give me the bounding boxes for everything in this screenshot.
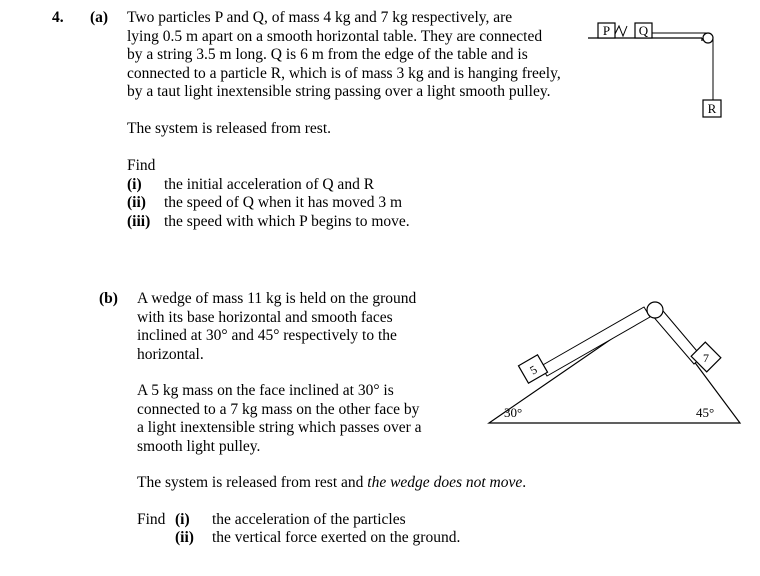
block-5kg: [518, 355, 547, 383]
part-b-label: (b): [99, 290, 118, 307]
part-b-line: horizontal.: [137, 345, 204, 363]
part-b-line: a light inextensible string which passes over a: [137, 419, 422, 436]
part-a-item-label: (iii): [127, 213, 151, 230]
part-b-item-label: (ii): [175, 529, 194, 546]
part-a-item-label: (ii): [127, 194, 146, 211]
part-a-line: by a taut light inextensible string passing over a light smooth pulley.: [127, 83, 551, 100]
part-a-release: The system is released from rest.: [127, 120, 332, 137]
part-b-release-suffix: .: [522, 474, 527, 491]
particle-r-label: R: [707, 101, 717, 116]
part-b-item-text: the acceleration of the particles: [212, 511, 406, 528]
part-b-release-italic: the wedge does not move: [367, 474, 523, 491]
part-b-line: inclined at 30° and 45° respectively to the: [137, 327, 397, 344]
part-a-line: lying 0.5 m apart on a smooth horizontal table. They are connected: [127, 27, 543, 45]
part-a-line: Two particles P and Q, of mass 4 kg and 7 kg respectively, are: [127, 9, 513, 26]
part-a-item-text: the speed of Q when it has moved 3 m: [164, 194, 403, 211]
block-7kg-label: 7: [703, 351, 709, 365]
part-a-find: Find: [127, 157, 156, 174]
block-5kg-label: 5: [527, 362, 540, 378]
part-b-line: smooth light pulley.: [137, 437, 261, 455]
part-a-item-text: the initial acceleration of Q and R: [164, 176, 375, 193]
part-b-release-prefix: The system is released from rest and: [137, 474, 368, 491]
part-a-item-text: the speed with which P begins to move.: [164, 213, 410, 230]
part-b-find: Find: [137, 511, 166, 528]
part-b-item-label: (i): [175, 511, 190, 528]
part-b-line: connected to a 7 kg mass on the other face by: [137, 400, 420, 418]
part-b-line: A wedge of mass 11 kg is held on the ground: [137, 290, 417, 307]
particle-p-label: P: [602, 23, 611, 38]
particle-q-label: Q: [638, 23, 649, 38]
block-7kg: [691, 342, 721, 372]
angle-45-label: 45°: [696, 405, 715, 420]
part-a-item-label: (i): [127, 176, 142, 193]
part-a-line: by a string 3.5 m long. Q is 6 m from the edge of the table and is: [127, 46, 528, 63]
angle-30-label: 30°: [504, 405, 523, 420]
part-b-item-text: the vertical force exerted on the ground.: [212, 529, 461, 546]
string-left: [541, 307, 650, 376]
part-b-line: with its base horizontal and smooth faces: [137, 308, 393, 326]
part-b-line: A 5 kg mass on the face inclined at 30° is: [137, 382, 394, 399]
part-a-label: (a): [90, 9, 109, 26]
question-number: 4.: [52, 9, 64, 26]
pulley-wedge: [647, 302, 663, 318]
part-a-line: connected to a particle R, which is of mass 3 kg and is hanging freely,: [127, 64, 561, 82]
